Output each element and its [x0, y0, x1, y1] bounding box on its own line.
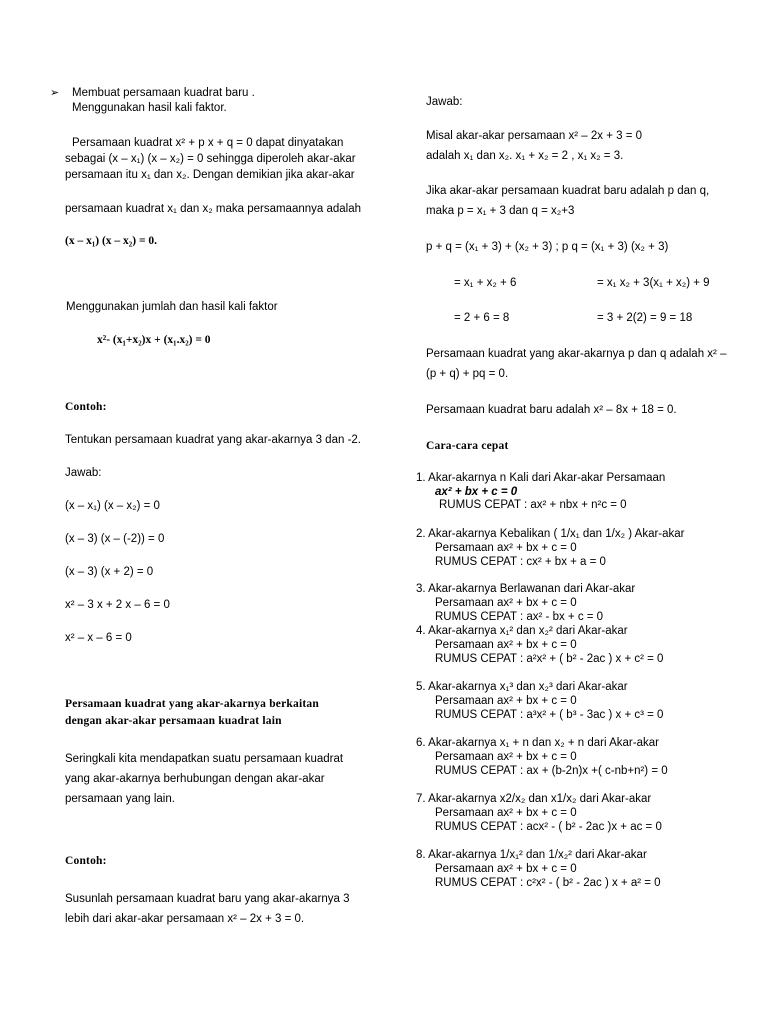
quick-5-line-2: Persamaan ax² + bx + c = 0	[435, 695, 577, 707]
quick-7-line-3: RUMUS CEPAT : acx² - ( b² - 2ac )x + ac = 0	[435, 821, 662, 833]
sum-product-heading: Menggunakan jumlah dan hasil kali faktor	[66, 301, 278, 313]
sum-step-2: = 2 + 6 = 8	[454, 312, 510, 324]
quick-7-line-2: Persamaan ax² + bx + c = 0	[435, 807, 577, 819]
contoh-2-line-1: Susunlah persamaan kuadrat baru yang akar-akarnya 3	[65, 893, 350, 905]
related-title-line-2: dengan akar-akar persamaan kuadrat lain	[65, 715, 282, 727]
step-4: x² – 3 x + 2 x – 6 = 0	[65, 599, 170, 611]
quick-3-line-2: Persamaan ax² + bx + c = 0	[435, 597, 577, 609]
contoh-1-question: Tentukan persamaan kuadrat yang akar-akarnya 3 dan -2.	[65, 434, 361, 446]
quick-1-line-2: ax² + bx + c = 0	[435, 486, 518, 498]
para1-line-1: Persamaan kuadrat x² + p x + q = 0 dapat dinyatakan	[72, 137, 344, 149]
intro-line-2: Menggunakan hasil kali faktor.	[72, 102, 227, 114]
jawab-label-left: Jawab:	[65, 467, 102, 479]
new-equation: Persamaan kuadrat baru adalah x² – 8x + 18 = 0.	[426, 404, 677, 416]
contoh-1-title: Contoh:	[65, 401, 107, 413]
product-step-1: = x₁ x₂ + 3(x₁ + x₂) + 9	[597, 277, 710, 289]
contoh-2-title: Contoh:	[65, 855, 107, 867]
quick-7-line-1: 7. Akar-akarnya x2/x₂ dan x1/x₂ dari Akar-akar	[416, 793, 652, 805]
related-para-line-2: yang akar-akarnya berhubungan dengan akar-akar	[65, 773, 325, 785]
quick-4-line-2: Persamaan ax² + bx + c = 0	[435, 639, 577, 651]
quick-1-line-1: 1. Akar-akarnya n Kali dari Akar-akar Persamaan	[416, 472, 666, 484]
quick-8-line-3: RUMUS CEPAT : c²x² - ( b² - 2ac ) x + a² = 0	[435, 877, 661, 889]
quick-6-line-2: Persamaan ax² + bx + c = 0	[435, 751, 577, 763]
para1-line-2: sebagai (x – x₁) (x – x₂) = 0 sehingga diperoleh akar-akar	[65, 153, 356, 165]
sum-step-1: = x₁ + x₂ + 6	[454, 277, 517, 289]
para1-line-3: persamaan itu x₁ dan x₂. Dengan demikian jika akar-akar	[65, 169, 355, 181]
formula-factor: (x – x₁) (x – x₂) = 0.	[65, 235, 158, 247]
quick-2-line-2: Persamaan ax² + bx + c = 0	[435, 542, 577, 554]
quick-6-line-3: RUMUS CEPAT : ax + (b-2n)x +( c-nb+n²) = 0	[435, 765, 668, 777]
jawab-label-right: Jawab:	[426, 96, 463, 108]
quick-2-line-3: RUMUS CEPAT : cx² + bx + a = 0	[435, 556, 606, 568]
step-2: (x – 3) (x – (-2)) = 0	[65, 533, 165, 545]
step-3: (x – 3) (x + 2) = 0	[65, 566, 154, 578]
step-5: x² – x – 6 = 0	[65, 632, 132, 644]
quick-3-line-1: 3. Akar-akarnya Berlawanan dari Akar-akar	[416, 583, 636, 595]
jika-line-1: Jika akar-akar persamaan kuadrat baru adalah p dan q,	[426, 185, 710, 197]
quick-1-line-3: RUMUS CEPAT : ax² + nbx + n²c = 0	[439, 499, 627, 511]
quick-8-line-2: Persamaan ax² + bx + c = 0	[435, 863, 577, 875]
related-para-line-3: persamaan yang lain.	[65, 793, 175, 805]
quick-8-line-1: 8. Akar-akarnya 1/x₁² dan 1/x₂² dari Akar-akar	[416, 849, 647, 861]
contoh-2-line-2: lebih dari akar-akar persamaan x² – 2x + 3 = 0.	[65, 913, 305, 925]
quick-4-line-1: 4. Akar-akarnya x₁² dan x₂² dari Akar-akar	[416, 625, 628, 637]
quick-3-line-3: RUMUS CEPAT : ax² - bx + c = 0	[435, 611, 604, 623]
eq-line-1: Persamaan kuadrat yang akar-akarnya p dan q adalah x² –	[426, 348, 727, 360]
quick-2-line-1: 2. Akar-akarnya Kebalikan ( 1/x₁ dan 1/x₂ ) Akar-akar	[416, 528, 685, 540]
intro-line-1: Membuat persamaan kuadrat baru .	[72, 87, 255, 99]
related-para-line-1: Seringkali kita mendapatkan suatu persamaan kuadrat	[65, 753, 344, 765]
related-title-line-1: Persamaan kuadrat yang akar-akarnya berkaitan	[65, 698, 319, 710]
step-1: (x – x₁) (x – x₂) = 0	[65, 500, 160, 512]
pq-line: p + q = (x₁ + 3) + (x₂ + 3) ; p q = (x₁ + 3) (x₂ + 3)	[426, 241, 669, 253]
quick-5-line-1: 5. Akar-akarnya x₁³ dan x₂³ dari Akar-akar	[416, 681, 628, 693]
quick-6-line-1: 6. Akar-akarnya x₁ + n dan x₂ + n dari Akar-akar	[416, 737, 659, 749]
eq-line-2: (p + q) + pq = 0.	[426, 368, 509, 380]
bullet-arrow-icon: ➢	[50, 87, 60, 99]
product-step-2: = 3 + 2(2) = 9 = 18	[597, 312, 693, 324]
misal-line-1: Misal akar-akar persamaan x² – 2x + 3 = 0	[426, 130, 643, 142]
quick-4-line-3: RUMUS CEPAT : a²x² + ( b² - 2ac ) x + c² = 0	[435, 653, 664, 665]
misal-line-2: adalah x₁ dan x₂. x₁ + x₂ = 2 , x₁ x₂ = 3.	[426, 150, 624, 162]
quick-methods-title: Cara-cara cepat	[426, 440, 509, 452]
formula-sum-product: x²- (x₁+x₂)x + (x₁.x₂) = 0	[97, 334, 211, 346]
para1-line-4: persamaan kuadrat x₁ dan x₂ maka persamaannya adalah	[65, 203, 362, 215]
jika-line-2: maka p = x₁ + 3 dan q = x₂+3	[426, 205, 575, 217]
quick-5-line-3: RUMUS CEPAT : a³x² + ( b³ - 3ac ) x + c³ = 0	[435, 709, 664, 721]
